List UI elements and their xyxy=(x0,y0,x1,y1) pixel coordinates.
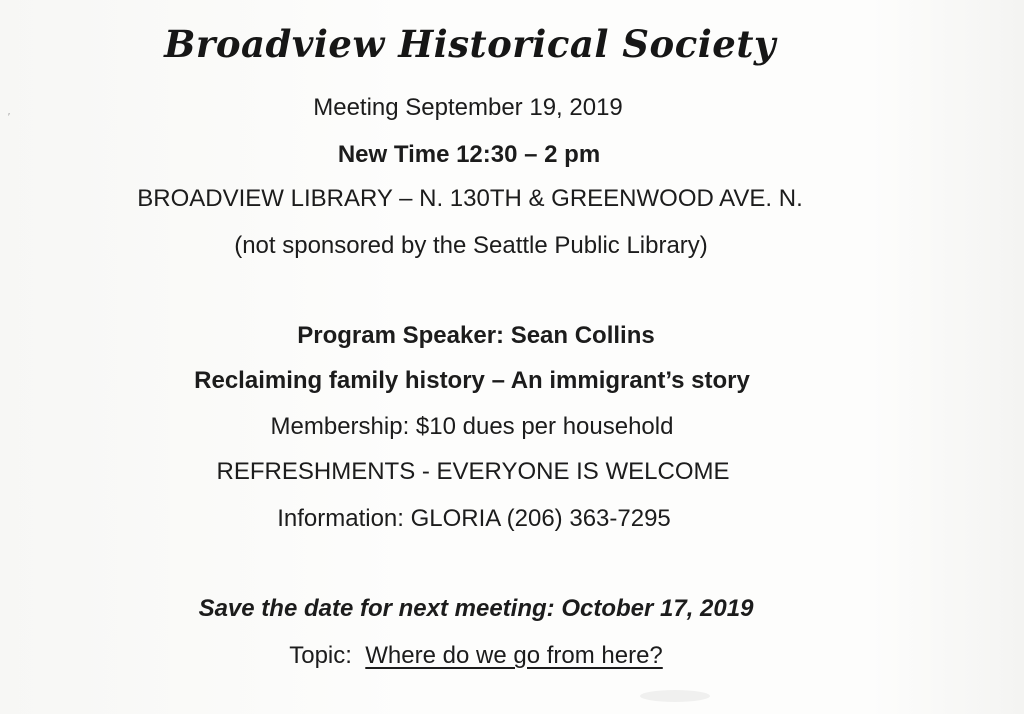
membership: Membership: $10 dues per household xyxy=(270,413,674,440)
society-title: Broadview Historical Society xyxy=(164,22,776,66)
disclaimer: (not sponsored by the Seattle Public Library) xyxy=(234,232,708,259)
scan-speck: ′ xyxy=(8,112,10,123)
topic-value: Where do we go from here? xyxy=(365,642,663,669)
information-contact: Information: GLORIA (206) 363-7295 xyxy=(277,505,671,532)
refreshments: REFRESHMENTS - EVERYONE IS WELCOME xyxy=(216,458,730,485)
topic-line xyxy=(289,644,663,668)
save-the-date: Save the date for next meeting: October 17, 2019 xyxy=(198,595,754,622)
topic-label: Topic: xyxy=(289,642,352,669)
program-title: Reclaiming family history – An immigrant’s story xyxy=(194,367,750,394)
new-time: New Time 12:30 – 2 pm xyxy=(337,141,601,168)
scan-smudge xyxy=(640,690,710,702)
location: BROADVIEW LIBRARY – N. 130TH & GREENWOOD AVE. N. xyxy=(137,185,803,212)
meeting-date: Meeting September 19, 2019 xyxy=(313,94,623,121)
program-speaker: Program Speaker: Sean Collins xyxy=(297,322,655,349)
